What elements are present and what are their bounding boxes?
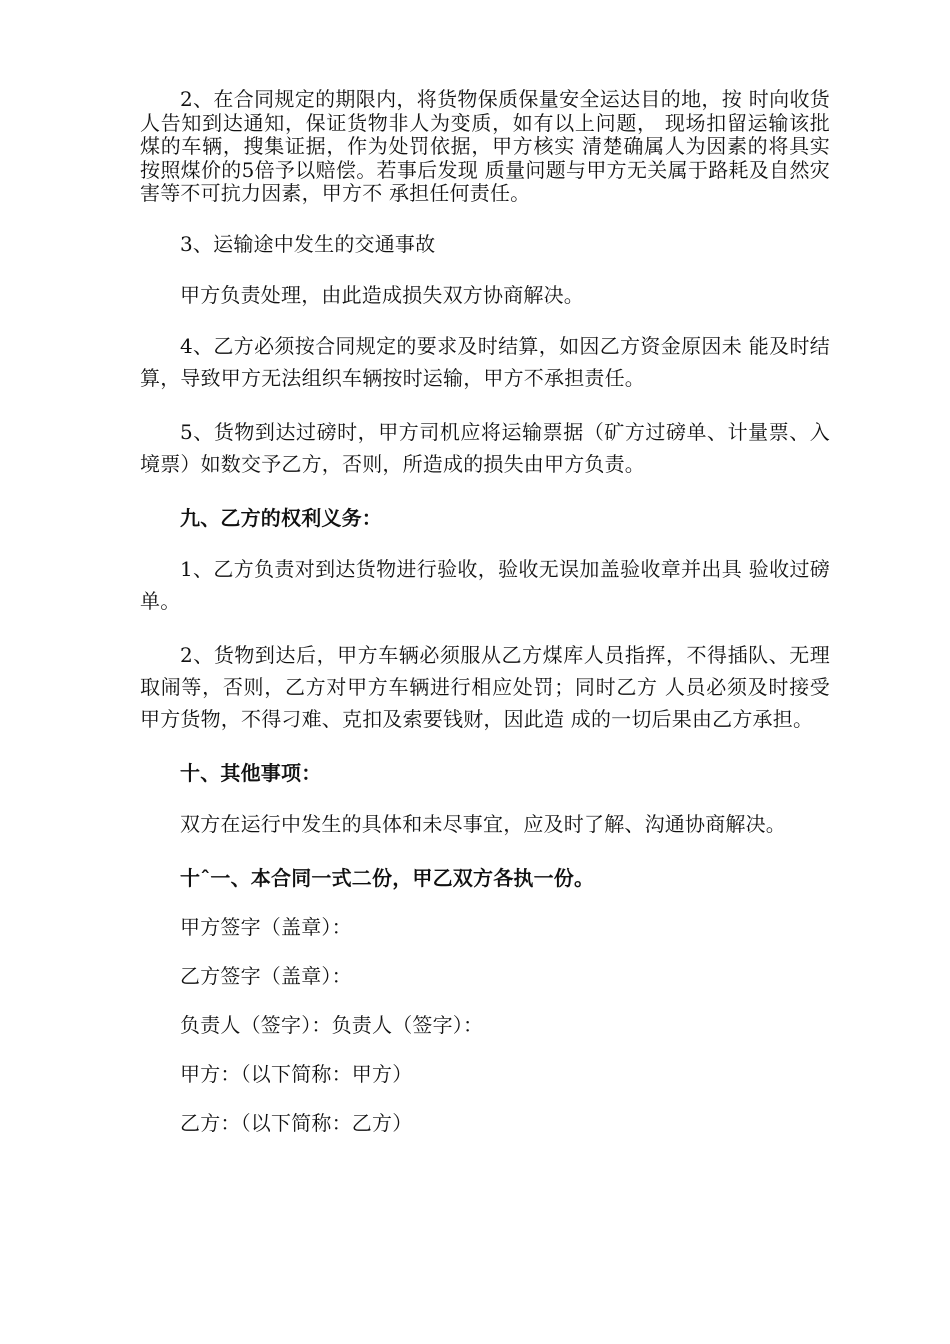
- clause-8-3-paragraph: 3、运输途中发生的交通事故: [180, 231, 436, 256]
- traffic-accident-handling-paragraph: 甲方负责处理，由此造成损失双方协商解决。: [180, 282, 584, 307]
- party-a-signature-line: 甲方签字（盖章）：: [180, 914, 352, 939]
- party-a-definition-line: 甲方：（以下简称：甲方）: [180, 1061, 413, 1086]
- clause-9-1-paragraph: 1、乙方负责对到达货物进行验收，验收无误加盖验收章并出具 验收过磅单。: [140, 556, 830, 613]
- party-b-signature-line: 乙方签字（盖章）：: [180, 963, 352, 988]
- clause-9-2-paragraph: 2、货物到达后，甲方车辆必须服从乙方煤库人员指挥，不得插队、无理取闹等，否则，乙方对甲方车辆进行相应处罚；同时乙方 人员必须及时接受甲方货物，不得刁难、克扣及索要钱财，因此造 成的一切后果由乙方承担。: [140, 642, 830, 731]
- party-b-definition-line: 乙方：（以下简称：乙方）: [180, 1110, 413, 1135]
- section-10-heading: 十、其他事项：: [180, 760, 322, 785]
- clause-8-4-paragraph: 4、乙方必须按合同规定的要求及时结算，如因乙方资金原因未 能及时结算，导致甲方无法组织车辆按时运输，甲方不承担责任。: [140, 333, 830, 390]
- responsible-person-signature-line: 负责人（签字）：负责人（签字）：: [180, 1012, 484, 1037]
- section-11-heading: 十ˆ一、本合同一式二份，甲乙双方各执一份。: [180, 865, 595, 890]
- document-body: [140, 88, 830, 1136]
- clause-8-2-paragraph: 2、在合同规定的期限内，将货物保质保量安全运达目的地，按 时向收货人告知到达通知，保证货物非人为变质，如有以上问题， 现场扣留运输该批煤的车辆，搜集证据，作为处罚依据，甲方核实 清楚确属人为因素的将具实按照煤价的5倍予以赔偿。若事后发现 质量问题与甲方无关属于路耗及自然灾害等不可抗力因素，甲方不 承担任何责任。: [140, 87, 830, 205]
- section-10-paragraph: 双方在运行中发生的具体和未尽事宜，应及时了解、沟通协商解决。: [180, 811, 786, 836]
- clause-8-5-paragraph: 5、货物到达过磅时，甲方司机应将运输票据（矿方过磅单、计量票、入境票）如数交予乙方，否则，所造成的损失由甲方负责。: [140, 419, 830, 476]
- section-9-heading: 九、乙方的权利义务：: [180, 505, 382, 530]
